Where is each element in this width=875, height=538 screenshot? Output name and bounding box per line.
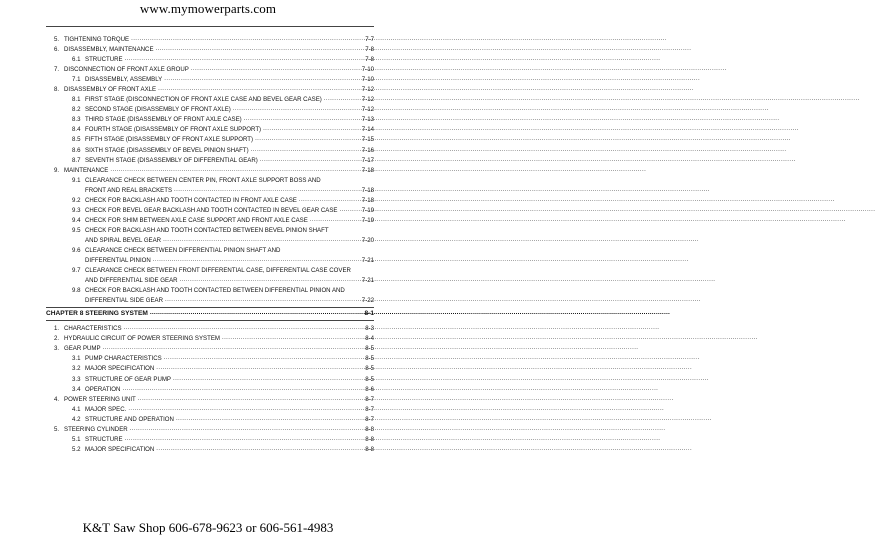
toc-dot-leader bbox=[174, 185, 360, 195]
toc-entry-title: STRUCTURE bbox=[85, 56, 123, 64]
toc-entry-number: 8.5 bbox=[72, 136, 81, 144]
toc-entry-number: 3.1 bbox=[72, 355, 81, 363]
toc-dot-leader bbox=[244, 114, 360, 124]
toc-dot-leader bbox=[156, 444, 363, 454]
toc-dot-leader bbox=[158, 84, 360, 94]
toc-entry-number: 9.6 bbox=[72, 246, 81, 254]
top-rule bbox=[46, 26, 374, 27]
toc-dot-leader bbox=[131, 34, 363, 44]
toc-entry-title: TIGHTENING TORQUE bbox=[64, 36, 130, 43]
toc-entry-title: MAJOR SPECIFICATION bbox=[85, 365, 155, 373]
toc-dot-leader bbox=[130, 424, 364, 434]
toc-dot-leader bbox=[324, 94, 360, 104]
toc-entry-title: DISASSEMBLY, MAINTENANCE bbox=[64, 46, 154, 54]
toc-entry-number: 3.3 bbox=[72, 375, 81, 383]
toc-entry-title: DISASSEMBLY, ASSEMBLY bbox=[85, 76, 163, 84]
toc-page-number: 7-19 bbox=[361, 216, 374, 224]
toc-dot-leader bbox=[164, 353, 363, 363]
toc-page-number: 7-12 bbox=[361, 96, 374, 104]
toc-page-number: 8-5 bbox=[365, 365, 374, 373]
toc-chapter-heading[interactable] bbox=[46, 307, 374, 321]
header-url[interactable]: www.mymowerparts.com bbox=[139, 1, 277, 16]
toc-entry-number: 9.3 bbox=[72, 206, 81, 214]
toc-entry-number: 3.2 bbox=[72, 365, 81, 373]
toc-dot-leader bbox=[263, 124, 360, 134]
toc-entry-title: DISASSEMBLY OF FRONT AXLE bbox=[64, 86, 157, 94]
toc-subsection-entry[interactable] bbox=[46, 216, 374, 226]
toc-entry-number: 9.4 bbox=[72, 216, 81, 224]
toc-entry-title: PUMP CHARACTERISTICS bbox=[85, 355, 162, 363]
toc-entry-number: 1. bbox=[54, 325, 60, 333]
toc-page-number: 7-21 bbox=[361, 277, 374, 285]
toc-page-number: 7-21 bbox=[361, 257, 374, 265]
toc-entry-number: 6. bbox=[54, 46, 60, 54]
footer-text: K&T Saw Shop 606-678-9623 or 606-561-4983 bbox=[82, 520, 334, 535]
toc-entry-number: 5.1 bbox=[72, 435, 81, 443]
toc-entry-number: 8.2 bbox=[72, 106, 81, 114]
toc-entry-number: 8.1 bbox=[72, 96, 81, 104]
toc-entry-number: 8.4 bbox=[72, 126, 81, 134]
toc-entry-title: THIRD STAGE (DISASSEMBLY OF FRONT AXLE CASE) bbox=[85, 116, 242, 124]
toc-dot-leader bbox=[255, 134, 360, 144]
toc-entry-title: CHECK FOR BACKLASH AND TOOTH CONTACTED BETWEEN BEVEL PINION SHAFT bbox=[85, 226, 329, 234]
toc-dot-leader bbox=[156, 44, 364, 54]
toc-page-number: 8-7 bbox=[365, 395, 374, 403]
toc-entry-number: 8.7 bbox=[72, 156, 81, 164]
toc-dot-leader bbox=[222, 333, 363, 343]
toc-page-number: 7-13 bbox=[361, 116, 374, 124]
toc-subsection-entry[interactable] bbox=[46, 445, 374, 455]
toc-dot-leader bbox=[173, 374, 363, 384]
toc-dot-leader bbox=[125, 54, 364, 64]
toc-entry-number: 7. bbox=[54, 66, 60, 74]
toc-page-number: 8-7 bbox=[365, 415, 374, 423]
toc-dot-leader bbox=[153, 255, 360, 265]
toc-continuation-line[interactable] bbox=[46, 236, 374, 246]
toc-page-number: 7-16 bbox=[361, 146, 374, 154]
toc-entry-number: 5.2 bbox=[72, 445, 81, 453]
toc-entry-title: CHECK FOR BEVEL GEAR BACKLASH AND TOOTH CONTACTED IN BEVEL GEAR CASE bbox=[85, 206, 338, 214]
toc-page-number: 8-4 bbox=[365, 335, 374, 343]
toc-page-number: 8-8 bbox=[365, 435, 374, 443]
toc-entry-title: CLEARANCE CHECK BETWEEN FRONT DIFFERENTIAL CASE, DIFFERENTIAL CASE COVER bbox=[85, 267, 351, 275]
toc-entry-number: 4.2 bbox=[72, 415, 81, 423]
toc-page-number: 7-12 bbox=[361, 86, 374, 94]
toc-continuation-line[interactable] bbox=[46, 276, 374, 286]
toc-dot-leader bbox=[310, 215, 360, 225]
toc-dot-leader bbox=[122, 384, 363, 394]
toc-dot-leader bbox=[150, 307, 363, 319]
toc-subsection-entry[interactable] bbox=[46, 196, 374, 206]
toc-entry-number: 9.2 bbox=[72, 196, 81, 204]
toc-dot-leader bbox=[128, 404, 363, 414]
toc-page-number: 7-17 bbox=[361, 156, 374, 164]
toc-entry-title: OPERATION bbox=[85, 385, 121, 393]
toc-page-number: 8-5 bbox=[365, 375, 374, 383]
toc-page-number: 7-20 bbox=[361, 236, 374, 244]
toc-page-number: 7-18 bbox=[361, 186, 374, 194]
toc-entry-title: AND DIFFERENTIAL SIDE GEAR bbox=[85, 277, 178, 285]
toc-continuation-line[interactable] bbox=[46, 256, 374, 266]
toc-entry-title: FOURTH STAGE (DISASSEMBLY OF FRONT AXLE SUPPORT) bbox=[85, 126, 262, 134]
toc-page-number: 7-10 bbox=[361, 76, 374, 84]
toc-entry-title: STEERING CYLINDER bbox=[64, 425, 128, 433]
toc-dot-leader bbox=[156, 363, 363, 373]
toc-entry-number: 4.1 bbox=[72, 405, 81, 413]
toc-entry-title: CLEARANCE CHECK BETWEEN CENTER PIN, FRONT AXLE SUPPORT BOSS AND bbox=[85, 176, 321, 184]
toc-dot-leader bbox=[299, 195, 360, 205]
toc-entry-title: CHECK FOR BACKLASH AND TOOTH CONTACTED IN FRONT AXLE CASE bbox=[85, 196, 297, 204]
toc-entry-number: 9. bbox=[54, 166, 60, 174]
toc-entry-title: STRUCTURE bbox=[85, 435, 123, 443]
toc-dot-leader bbox=[340, 205, 360, 215]
toc-entry-number: 4. bbox=[54, 395, 60, 403]
toc-page-number: 8-3 bbox=[365, 325, 374, 333]
toc-entry-title: SEVENTH STAGE (DISASSEMBLY OF DIFFERENTIAL GEAR) bbox=[85, 156, 258, 164]
toc-dot-leader bbox=[165, 295, 360, 305]
toc-entry-number: 3.4 bbox=[72, 385, 81, 393]
toc-dot-leader bbox=[124, 323, 364, 333]
toc-page-number: 7-8 bbox=[365, 56, 374, 64]
toc-entry-number: 5. bbox=[54, 425, 60, 433]
toc-entry-number: 8. bbox=[54, 86, 60, 94]
toc-entry-title: CHECK FOR SHIM BETWEEN AXLE CASE SUPPORT AND FRONT AXLE CASE bbox=[85, 216, 308, 224]
toc-page-number: 8-8 bbox=[365, 445, 374, 453]
toc-entry-title: MAJOR SPECIFICATION bbox=[85, 445, 155, 453]
toc-dot-leader bbox=[110, 165, 359, 175]
toc-entry-title: DIFFERENTIAL PINION bbox=[85, 257, 151, 265]
toc-entry-title: MAINTENANCE bbox=[64, 166, 109, 174]
toc-dot-leader bbox=[233, 104, 360, 114]
toc-page-number: 8-5 bbox=[365, 345, 374, 353]
toc-entry-title: STRUCTURE OF GEAR PUMP bbox=[85, 375, 171, 383]
toc-page-number: 8-6 bbox=[365, 385, 374, 393]
toc-page-number: 8-5 bbox=[365, 355, 374, 363]
toc-entry-number: 9.1 bbox=[72, 176, 81, 184]
toc-dot-leader bbox=[260, 155, 360, 165]
toc-entry-number: 9.5 bbox=[72, 226, 81, 234]
toc-page-number: 8-8 bbox=[365, 425, 374, 433]
toc-entry-title: CHECK FOR BACKLASH AND TOOTH CONTACTED BETWEEN DIFFERENTIAL PINION AND bbox=[85, 287, 345, 295]
toc-entry-title: FIRST STAGE (DISCONNECTION OF FRONT AXLE CASE AND BEVEL GEAR CASE) bbox=[85, 96, 322, 104]
table-of-contents bbox=[46, 35, 374, 455]
toc-continuation-line[interactable] bbox=[46, 296, 374, 306]
toc-entry-title: STRUCTURE AND OPERATION bbox=[85, 415, 174, 423]
toc-entry-number: 5. bbox=[54, 36, 60, 43]
toc-entry-number: 6.1 bbox=[72, 56, 81, 64]
toc-entry-title: DIFFERENTIAL SIDE GEAR bbox=[85, 297, 163, 305]
toc-dot-leader bbox=[163, 235, 360, 245]
toc-dot-leader bbox=[125, 434, 364, 444]
toc-dot-leader bbox=[191, 64, 360, 74]
toc-page-number: 7-19 bbox=[361, 206, 374, 214]
toc-entry-title: SECOND STAGE (DISASSEMBLY OF FRONT AXLE) bbox=[85, 106, 231, 114]
toc-dot-leader bbox=[103, 343, 364, 353]
toc-page-number: 8-7 bbox=[365, 405, 374, 413]
toc-page-number: 7-10 bbox=[361, 66, 374, 74]
toc-entry-number: 9.8 bbox=[72, 287, 81, 295]
toc-entry-title: CLEARANCE CHECK BETWEEN DIFFERENTIAL PINION SHAFT AND bbox=[85, 246, 281, 254]
toc-page-number: 7-7 bbox=[365, 36, 374, 43]
toc-entry-title: POWER STEERING UNIT bbox=[64, 395, 136, 403]
toc-dot-leader bbox=[138, 394, 363, 404]
toc-entry-number: 3. bbox=[54, 345, 60, 353]
toc-page-number: 7-18 bbox=[361, 166, 374, 174]
toc-entry-number: 8.3 bbox=[72, 116, 81, 124]
toc-entry-title: SIXTH STAGE (DISASSEMBLY OF BEVEL PINION SHAFT) bbox=[85, 146, 249, 154]
toc-page-number: 7-14 bbox=[361, 126, 374, 134]
toc-entry-title: CHARACTERISTICS bbox=[64, 325, 122, 333]
toc-entry-title: HYDRAULIC CIRCUIT OF POWER STEERING SYSTEM bbox=[64, 335, 220, 343]
toc-dot-leader bbox=[176, 414, 363, 424]
toc-entry-number: 9.7 bbox=[72, 267, 81, 275]
toc-page-number: 7-18 bbox=[361, 196, 374, 204]
toc-entry-title: DISCONNECTION OF FRONT AXLE GROUP bbox=[64, 66, 189, 74]
toc-entry-number: 7.1 bbox=[72, 76, 81, 84]
toc-dot-leader bbox=[164, 74, 360, 84]
toc-entry-title: FRONT AND REAL BRACKETS bbox=[85, 186, 173, 194]
toc-dot-leader bbox=[251, 145, 360, 155]
toc-entry-number: 8.6 bbox=[72, 146, 81, 154]
toc-page-number: 7-12 bbox=[361, 106, 374, 114]
toc-dot-leader bbox=[180, 275, 360, 285]
toc-page-number: 7-15 bbox=[361, 136, 374, 144]
document-page bbox=[0, 0, 416, 538]
toc-entry-title: AND SPIRAL BEVEL GEAR bbox=[85, 236, 162, 244]
toc-entry-title: FIFTH STAGE (DISASSEMBLY OF FRONT AXLE SUPPORT) bbox=[85, 136, 254, 144]
toc-entry-title: MAJOR SPEC. bbox=[85, 405, 127, 413]
toc-entry-title: CHAPTER 8 STEERING SYSTEM bbox=[46, 310, 148, 318]
toc-page-number: 8-1 bbox=[364, 310, 374, 318]
toc-page-number: 7-8 bbox=[365, 46, 374, 54]
toc-entry-number: 2. bbox=[54, 335, 60, 343]
toc-section-entry[interactable] bbox=[46, 166, 374, 176]
toc-entry-title: GEAR PUMP bbox=[64, 345, 101, 353]
toc-page-number: 7-22 bbox=[361, 297, 374, 305]
